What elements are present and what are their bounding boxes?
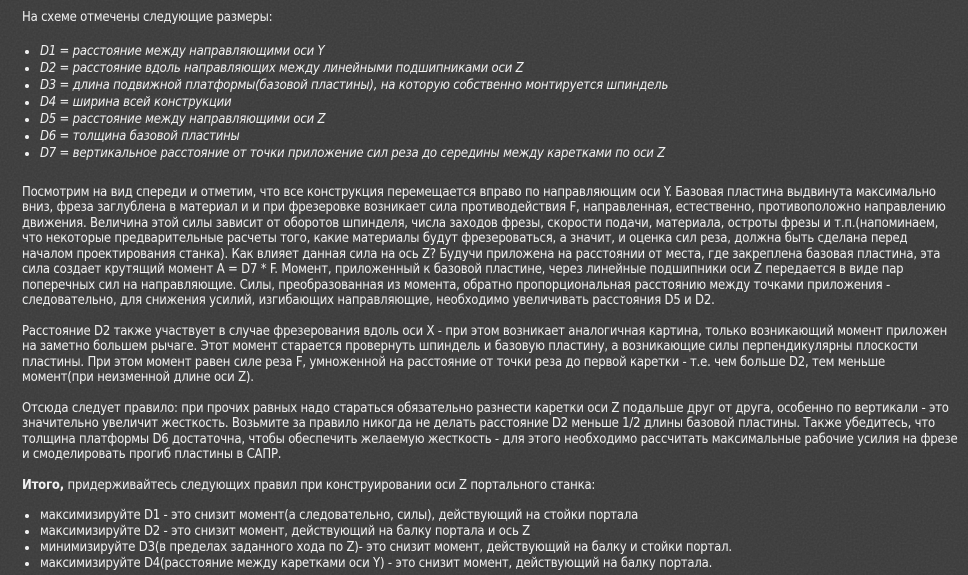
list-item	[39, 540, 958, 556]
paragraph-rule-of-thumb: Отсюда следует правило: при прочих равных надо стараться обязательно разнести каретки оси Z подальше друг от друга, особенно по вертикали - это значительно увеличит жесткость. Возьмите за правило никогда не делать расстояние D2 меньше 1/2 длины базовой пластины. Также убедитесь, что толщина платформы D6 достаточна, чтобы обеспечить желаемую жесткость - для этого необходимо рассчитать максимальные рабочие усилия на фрезе и смоделировать прогиб пластины в САПР.	[22, 400, 958, 462]
paragraph-d2-x-axis-milling: Расстояние D2 также участвует в случае фрезерования вдоль оси X - при этом возникает аналогичная картина, только возникающий момент приложен на заметно большем рычаге. Этот момент старается провернуть шпиндель и базовую пластину, а возникающие силы перпендикулярны плоскости пластины. При этом момент равен силе реза F, умноженной на расстояние от точки реза до первой каретки - т.е. чем больше D2, тем меньше момент(при неизменной длине оси Z).	[22, 323, 948, 385]
list-item	[39, 60, 958, 77]
list-item	[39, 111, 958, 128]
summary-line	[22, 478, 958, 494]
list-item	[39, 128, 958, 145]
dimensions-list	[22, 43, 958, 162]
dimension-text: D5 = расстояние между направляющими оси Z	[40, 111, 326, 127]
intro-line: На схеме отмечены следующие размеры:	[22, 10, 273, 25]
dimension-text: D1 = расстояние между направляющими оси Y	[40, 43, 325, 59]
list-item	[39, 556, 958, 572]
rule-text: максимизируйте D4(расстояние между каретками оси Y) - это снизит момент, действующий на балку портала.	[40, 556, 713, 571]
list-item	[39, 145, 958, 162]
rule-text: максимизируйте D1 - это снизит момент(а следовательно, силы), действующий на стойки портала	[40, 508, 639, 523]
summary-text: придерживайтесь следующих правил при конструировании оси Z портального станка:	[64, 477, 596, 493]
summary-bold-prefix: Итого,	[22, 477, 64, 493]
list-item	[39, 77, 958, 94]
list-item	[39, 43, 958, 60]
dimension-text: D7 = вертикальное расстояние от точки приложение сил реза до середины между каретками по оси Z	[40, 145, 666, 161]
list-item	[39, 524, 958, 540]
list-item	[39, 508, 958, 524]
rule-text: максимизируйте D2 - это снизит момент, действующий на балку портала и ось Z	[40, 524, 530, 539]
dimension-text: D3 = длина подвижной платформы(базовой пластины), на которую собственно монтируется шпиндель	[40, 77, 669, 93]
dimension-text: D6 = толщина базовой пластины	[40, 128, 240, 144]
dimension-text: D4 = ширина всей конструкции	[40, 94, 232, 110]
rules-list	[22, 508, 958, 572]
list-item	[39, 94, 958, 111]
dimension-text: D2 = расстояние вдоль направляющих между линейными подшипниками оси Z	[40, 60, 524, 76]
rule-text: минимизируйте D3(в пределах заданного хода по Z)- это снизит момент, действующий на балку и стойки портал.	[40, 540, 732, 555]
paragraph-front-view-analysis: Посмотрим на вид спереди и отметим, что все конструкция перемещается вправо по направляющим оси Y. Базовая пластина выдвинута максимально вниз, фреза заглублена в материал и и при фрезеровке возникает сила противодействия F, направленная, естественно, противоположно направлению движения. Величина этой силы зависит от оборотов шпинделя, числа заходов фрезы, скорости подачи, материала, остроты фрезы и т.п.(напоминаем, что некоторые предварительные расчеты того, какие материалы будут фрезероваться, а значит, и оценка сил реза, должна быть сделана перед началом проектирования станка). Как влияет данная сила на ось Z? Будучи приложена на расстоянии от места, где закреплена базовая пластина, эта сила создает крутящий момент A = D7 * F. Момент, приложенный к базовой пластине, через линейные подшипники оси Z передается в виде пар поперечных сил на направляющие. Силы, преобразованная из момента, обратно пропорциональная расстоянию между точками приложения - следовательно, для снижения усилий, изгибающих направляющие, необходимо увеличивать расстояния D5 и D2.	[22, 184, 946, 308]
